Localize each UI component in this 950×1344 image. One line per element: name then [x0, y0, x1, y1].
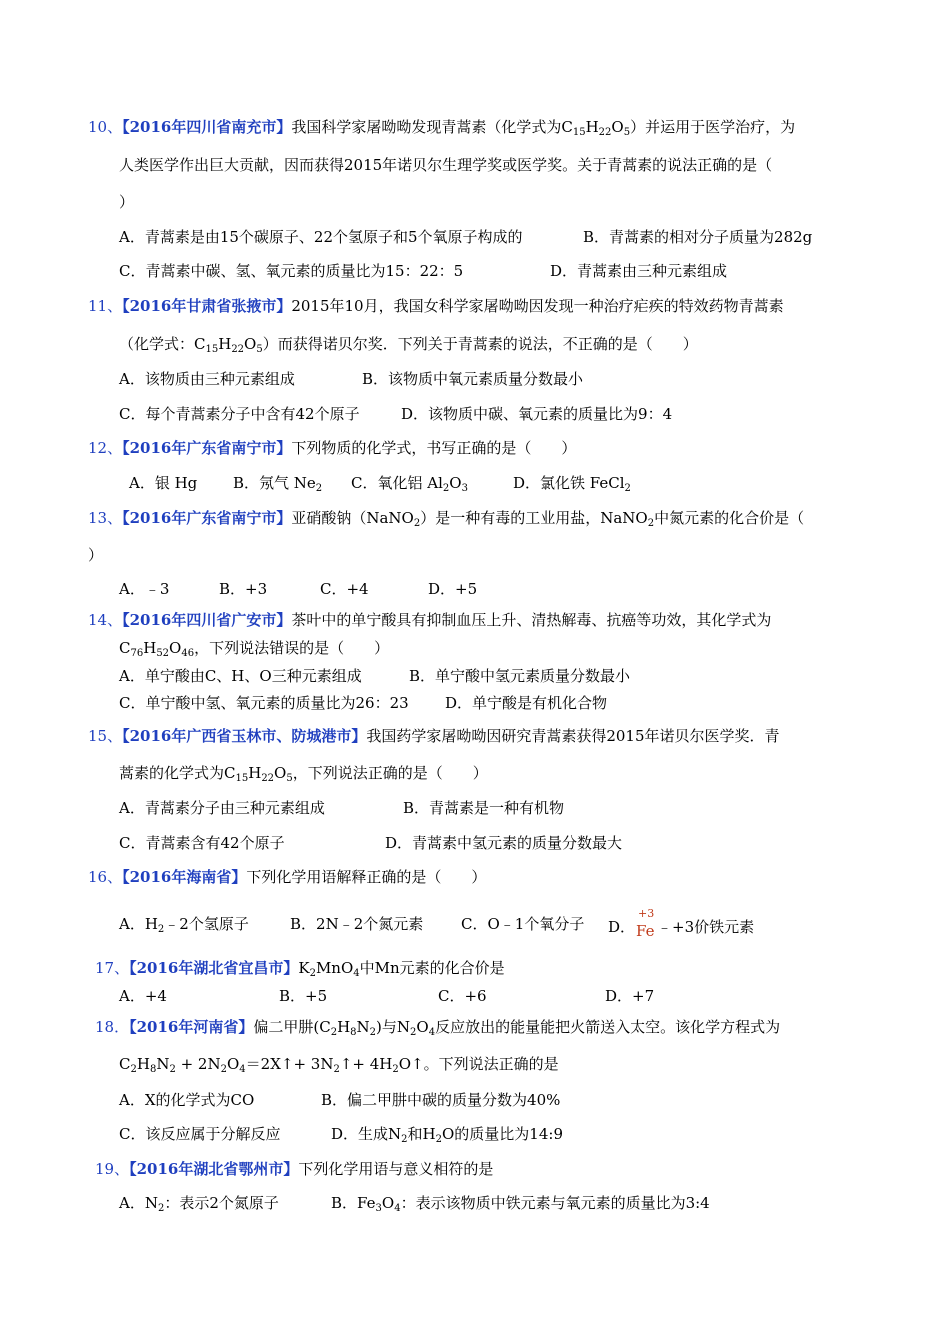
option-a: A．青蒿素分子由三种元素组成 — [119, 799, 325, 817]
question-number: 10、 — [88, 118, 123, 136]
question-source: 【2016年广东省南宁市】 — [122, 439, 292, 457]
question-18-line-1: 18．【2016年河南省】偏二甲肼$(C_2H_8N_2)$与$N_2O_4$反应放出的能量能把火箭送入太空。该化学方程式为 — [95, 1018, 781, 1038]
option-a: A．$N_2$：表示2个氮原子 — [119, 1194, 279, 1214]
option-c: C．每个青蒿素分子中含有42个原子 — [119, 405, 360, 423]
question-text: （化学式：$C_{15}H_{22}O_5$）而获得诺贝尔奖．下列关于青蒿素的说法，不正确的是（ ） — [119, 335, 698, 355]
question-source: 【2016年河南省】 — [129, 1018, 254, 1036]
question-number: 15、 — [88, 727, 123, 745]
option-b: B．偏二甲肼中碳的质量分数为40% — [321, 1091, 561, 1109]
option-b: B．该物质中氧元素质量分数最小 — [362, 370, 584, 388]
option-a: A．$H_2﹣2$个氢原子 — [119, 915, 249, 935]
question-text: ） — [88, 546, 104, 564]
question-number: 17、 — [95, 959, 130, 977]
option-a: A．+4 — [119, 987, 167, 1005]
option-c: C．青蒿素含有42个原子 — [119, 834, 285, 852]
option-b: B．氖气 $Ne_2$ — [233, 474, 323, 494]
option-a: A．银 Hg — [129, 474, 198, 492]
option-b: B．2N﹣2个氮元素 — [290, 915, 424, 933]
option-d: D．该物质中碳、氧元素的质量比为9：4 — [401, 405, 673, 423]
question-12-line-1: 12、【2016年广东省南宁市】下列物质的化学式，书写正确的是（ ） — [88, 439, 577, 457]
question-19-line-1: 19、【2016年湖北省鄂州市】下列化学用语与意义相符的是 — [95, 1160, 494, 1178]
question-source: 【2016年广西省玉林市、防城港市】 — [122, 727, 367, 745]
question-source: 【2016年海南省】 — [122, 868, 247, 886]
option-a: A．青蒿素是由15个碳原子、22个氢原子和5个氧原子构成的 — [119, 228, 523, 246]
option-b: B．+5 — [279, 987, 328, 1005]
question-source: 【2016年四川省广安市】 — [122, 611, 292, 629]
option-d: D．+5 — [428, 580, 478, 598]
option-c: C．+4 — [320, 580, 369, 598]
question-17-line-1: 17、【2016年湖北省宜昌市】$K_2MnO_4$中Mn元素的化合价是 — [95, 959, 505, 979]
option-d: D．+7 — [605, 987, 655, 1005]
question-source: 【2016年甘肃省张掖市】 — [122, 297, 292, 315]
option-c: C．该反应属于分解反应 — [119, 1125, 281, 1143]
question-text: 蒿素的化学式为$C_{15}H_{22}O_5$，下列说法正确的是（ ） — [119, 764, 488, 784]
question-text: $C_{76}H_{52}O_{46}$，下列说法错误的是（ ） — [119, 639, 390, 659]
option-a: A．该物质由三种元素组成 — [119, 370, 295, 388]
question-text: 人类医学作出巨大贡献，因而获得2015年诺贝尔生理学奖或医学奖。关于青蒿素的说法正确的是（ — [119, 156, 773, 174]
iron-valence-notation: +3 Fe — [636, 907, 655, 940]
option-d: D．青蒿素中氢元素的质量分数最大 — [385, 834, 623, 852]
option-b: B．青蒿素的相对分子质量为282g — [583, 228, 813, 246]
question-14-line-1: 14、【2016年四川省广安市】茶叶中的单宁酸具有抑制血压上升、清热解毒、抗癌等功效，其化学式为 — [88, 611, 772, 629]
option-a: A．单宁酸由C、H、O三种元素组成 — [119, 667, 362, 685]
question-text: ） — [119, 193, 135, 211]
question-10-line-1: 10、【2016年四川省南充市】我国科学家屠呦呦发现青蒿素（化学式为$C_{15}H_{22}O_5$）并运用于医学治疗，为 — [88, 118, 796, 138]
option-c: C．氧化铝 $Al_2O_3$ — [351, 474, 468, 494]
question-number: 18． — [95, 1018, 130, 1036]
option-d: D．青蒿素由三种元素组成 — [550, 262, 728, 280]
question-number: 13、 — [88, 509, 123, 527]
option-d: D．单宁酸是有机化合物 — [445, 694, 608, 712]
question-source: 【2016年湖北省宜昌市】 — [129, 959, 299, 977]
option-d: D．生成$N_2$和$H_2O$的质量比为14:9 — [331, 1125, 563, 1145]
option-c: C．+6 — [438, 987, 487, 1005]
option-b: B．$Fe_3O_4$：表示该物质中铁元素与氧元素的质量比为3:4 — [331, 1194, 710, 1214]
question-number: 16、 — [88, 868, 123, 886]
option-b: B．青蒿素是一种有机物 — [403, 799, 565, 817]
question-16-line-1: 16、【2016年海南省】下列化学用语解释正确的是（ ） — [88, 868, 487, 886]
option-c: C．青蒿素中碳、氢、氧元素的质量比为15：22：5 — [119, 262, 464, 280]
chemical-equation: $C_2H_8N_2$ + $2N_2O_4=2X↑+$ $3N_2↑+$ $4H_2O↑$。下列说法正确的是 — [119, 1055, 559, 1075]
question-number: 12、 — [88, 439, 123, 457]
option-b: B．+3 — [219, 580, 268, 598]
option-a: A．﹣3 — [119, 580, 170, 598]
question-source: 【2016年湖北省鄂州市】 — [129, 1160, 299, 1178]
question-11-line-1: 11、【2016年甘肃省张掖市】2015年10月，我国女科学家屠呦呦因发现一种治疗疟疾的特效药物青蒿素 — [88, 297, 784, 315]
question-15-line-1: 15、【2016年广西省玉林市、防城港市】我国药学家屠呦呦因研究青蒿素获得2015年诺贝尔医学奖．青 — [88, 727, 780, 745]
question-number: 14、 — [88, 611, 123, 629]
option-a: A．X的化学式为CO — [119, 1091, 255, 1109]
question-source: 【2016年广东省南宁市】 — [122, 509, 292, 527]
option-d: D．氯化铁 FeCl$_2$ — [513, 474, 631, 494]
option-c: C．O﹣1个氧分子 — [461, 915, 585, 933]
option-b: B．单宁酸中氢元素质量分数最小 — [409, 667, 631, 685]
question-number: 11、 — [88, 297, 123, 315]
question-number: 19、 — [95, 1160, 130, 1178]
option-c: C．单宁酸中氢、氧元素的质量比为26：23 — [119, 694, 409, 712]
question-source: 【2016年四川省南充市】 — [122, 118, 292, 136]
option-d: D． +3 Fe ﹣+3价铁元素 — [608, 907, 755, 940]
question-13-line-1: 13、【2016年广东省南宁市】亚硝酸钠（NaNO$_2$）是一种有毒的工业用盐，NaNO$_2$中氮元素的化合价是（ — [88, 509, 805, 529]
